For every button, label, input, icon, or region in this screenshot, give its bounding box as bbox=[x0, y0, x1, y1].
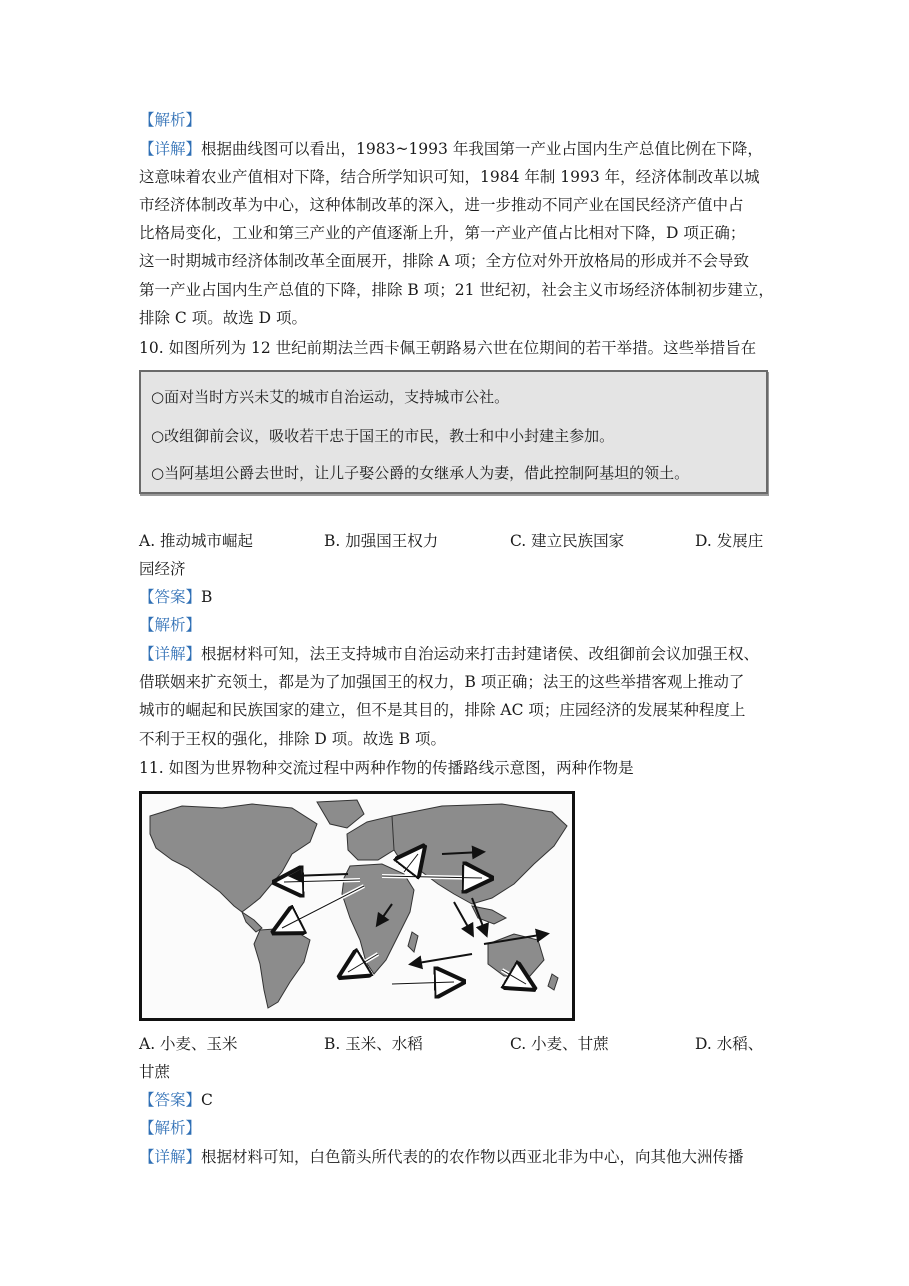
option-b[interactable]: B. 加强国王权力 bbox=[324, 532, 439, 550]
option-c[interactable]: C. 建立民族国家 bbox=[510, 532, 625, 550]
option-a[interactable]: A. 小麦、玉米 bbox=[139, 1035, 238, 1053]
detail-paragraph bbox=[139, 1146, 744, 1168]
answer-line bbox=[139, 1089, 213, 1111]
answer-value: C bbox=[201, 1091, 213, 1109]
analysis-tag: 【解析】 bbox=[139, 111, 202, 129]
australia-land bbox=[488, 934, 544, 976]
option-a[interactable]: A. 推动城市崛起 bbox=[139, 532, 254, 550]
question-11-stem: 11. 如图为世界物种交流过程中两种作物的传播路线示意图，两种作物是 bbox=[139, 759, 634, 777]
text-line: 根据曲线图可以看出，1983~1993 年我国第一产业占国内生产总值比例在下降， bbox=[201, 140, 763, 158]
material-item: ○改组御前会议，吸收若干忠于国王的市民，教士和中小封建主参加。 bbox=[151, 427, 615, 445]
text-line: 比格局变化，工业和第三产业的产值逐渐上升，第一产业产值占比相对下降，D 项正确； bbox=[139, 224, 746, 242]
world-map bbox=[142, 794, 572, 1018]
text-line: 借联姻来扩充领土，都是为了加强国王的权力，B 项正确；法王的这些举措客观上推动了 bbox=[139, 673, 745, 691]
text-line: 排除 C 项。故选 D 项。 bbox=[139, 309, 307, 327]
material-item: ○当阿基坦公爵去世时，让儿子娶公爵的女继承人为妻，借此控制阿基坦的领土。 bbox=[151, 464, 690, 482]
option-b[interactable]: B. 玉米、水稻 bbox=[324, 1035, 423, 1053]
detail-paragraph bbox=[139, 138, 763, 160]
answer-tag: 【答案】 bbox=[139, 1091, 202, 1109]
text-line: 根据材料可知，法王支持城市自治运动来打击封建诸侯、改组御前会议加强王权、 bbox=[201, 645, 760, 663]
answer-line bbox=[139, 586, 212, 608]
text-line: 不利于王权的强化，排除 D 项。故选 B 项。 bbox=[139, 730, 447, 748]
question-10-material-box bbox=[139, 370, 768, 494]
option-d[interactable]: D. 发展庄 bbox=[695, 532, 764, 550]
material-item: ○面对当时方兴未艾的城市自治运动，支持城市公社。 bbox=[151, 388, 510, 406]
detail-tag: 【详解】 bbox=[139, 645, 202, 663]
detail-paragraph bbox=[139, 643, 759, 665]
world-map-figure bbox=[139, 791, 575, 1021]
option-c[interactable]: C. 小麦、甘蔗 bbox=[510, 1035, 609, 1053]
detail-tag: 【详解】 bbox=[139, 140, 202, 158]
text-line: 第一产业占国内生产总值的下降，排除 B 项；21 世纪初，社会主义市场经济体制初步建立， bbox=[139, 281, 774, 299]
analysis-tag: 【解析】 bbox=[139, 616, 202, 634]
answer-value: B bbox=[201, 588, 213, 606]
option-d[interactable]: D. 水稻、 bbox=[695, 1035, 764, 1053]
option-d-wrap: 甘蔗 bbox=[139, 1063, 171, 1081]
text-line: 市经济体制改革为中心，这种体制改革的深入，进一步推动不同产业在国民经济产值中占 bbox=[139, 196, 744, 214]
text-line: 这一时期城市经济体制改革全面展开，排除 A 项；全方位对外开放格局的形成并不会导致 bbox=[139, 252, 750, 270]
detail-tag: 【详解】 bbox=[139, 1148, 202, 1166]
text-line: 根据材料可知，白色箭头所代表的的农作物以西亚北非为中心，向其他大洲传播 bbox=[201, 1148, 744, 1166]
analysis-tag: 【解析】 bbox=[139, 1119, 202, 1137]
question-10-stem: 10. 如图所列为 12 世纪前期法兰西卡佩王朝路易六世在位期间的若干举措。这些举措旨在 bbox=[139, 339, 757, 357]
text-line: 这意味着农业产值相对下降，结合所学知识可知，1984 年制 1993 年，经济体制改革以城 bbox=[139, 168, 760, 186]
option-d-wrap: 园经济 bbox=[139, 560, 186, 578]
answer-tag: 【答案】 bbox=[139, 588, 202, 606]
text-line: 城市的崛起和民族国家的建立，但不是其目的，排除 AC 项；庄园经济的发展某种程度上 bbox=[139, 701, 746, 719]
